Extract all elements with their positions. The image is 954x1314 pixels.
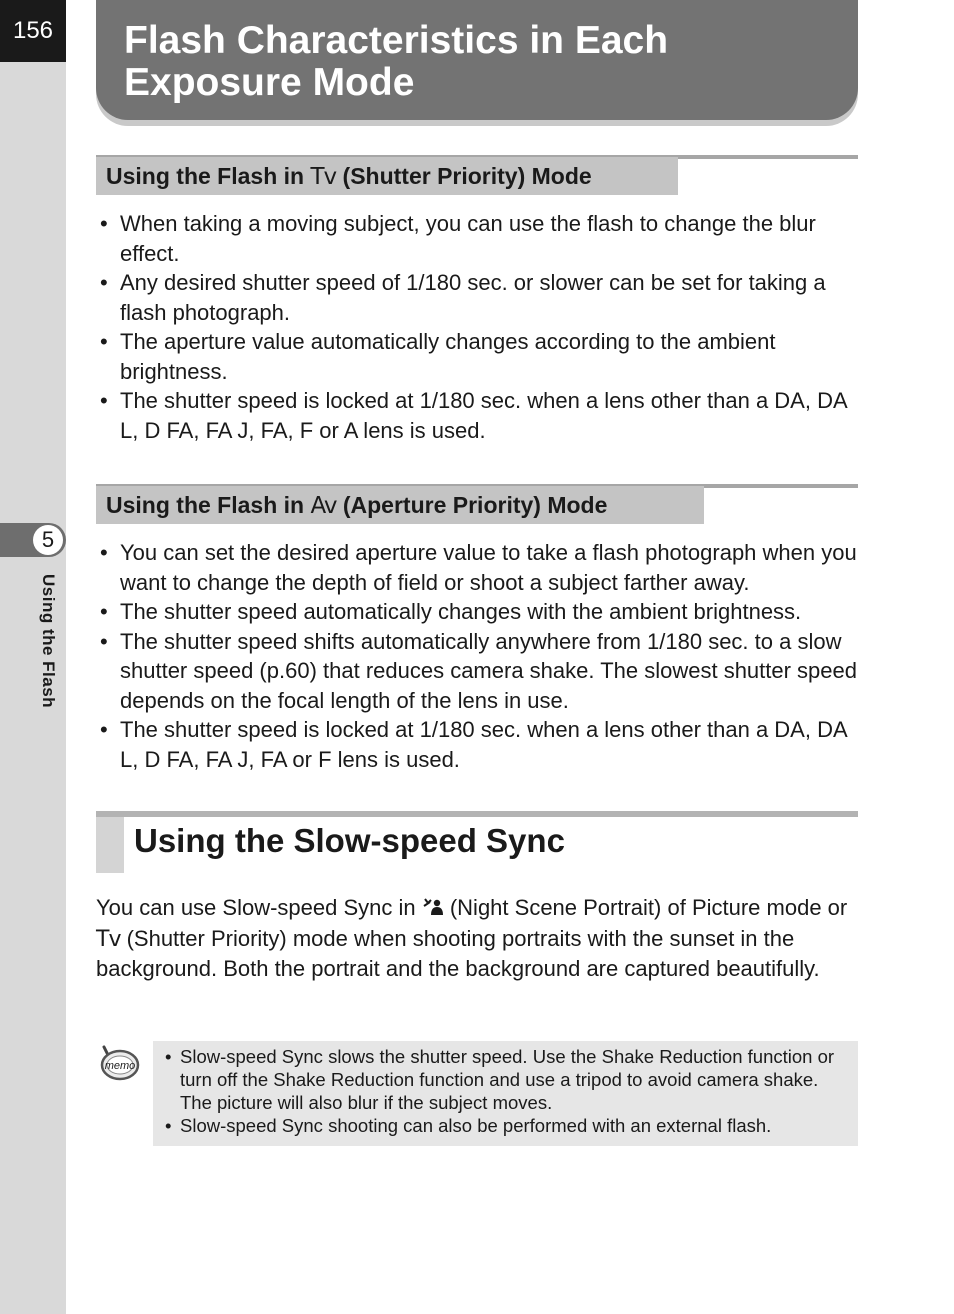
slow-sync-text-2: (Night Scene Portrait) of Picture mode or — [443, 895, 848, 920]
memo-icon-label: memo — [104, 1060, 136, 1072]
list-item: • The shutter speed is locked at 1/180 sec. when a lens other than a DA, DA L, D FA, FA J, FA or F lens is used. — [96, 715, 858, 774]
memo-item: • Slow-speed Sync shooting can also be performed with an external flash. — [163, 1114, 850, 1137]
page-title-line2: Exposure Mode — [124, 61, 415, 104]
memo-box — [153, 1041, 858, 1146]
slow-sync-text-3: (Shutter Priority) mode when shooting portraits with the sunset in the background. Both the portrait and the background are captured beautifully. — [96, 925, 820, 981]
night-scene-portrait-icon — [422, 896, 444, 920]
list-item: • The shutter speed automatically changes with the ambient brightness. — [96, 597, 858, 627]
tv-mode-icon: Tv — [96, 926, 121, 952]
page-title-line1: Flash Characteristics in Each — [124, 19, 669, 62]
list-item: • The shutter speed shifts automatically anywhere from 1/180 sec. to a slow shutter speed (p.60) that reduces camera shake. The slowest shutter speed depends on the focal length of the lens in use. — [96, 627, 858, 716]
chapter-number: 5 — [33, 525, 63, 555]
slow-sync-text-1: You can use Slow-speed Sync in — [96, 895, 422, 920]
tv-bullet-list — [96, 209, 858, 445]
section-heading-tv-pre: Using the Flash in — [106, 163, 311, 189]
slow-sync-bar — [96, 817, 124, 873]
memo-item: • Slow-speed Sync slows the shutter speed. Use the Shake Reduction function or turn off the Shake Reduction function and use a tripod to avoid camera shake. The picture will also blur if the subject moves. — [163, 1045, 850, 1114]
chapter-label: Using the Flash — [39, 574, 58, 709]
slow-sync-rule — [96, 811, 858, 817]
slow-sync-heading: Using the Slow-speed Sync — [134, 822, 565, 859]
page-title — [124, 20, 844, 104]
page-number: 156 — [0, 0, 66, 62]
section-heading-tv-post: (Shutter Priority) Mode — [336, 163, 592, 189]
list-item: • The shutter speed is locked at 1/180 sec. when a lens other than a DA, DA L, D FA, FA J, FA, F or A lens is used. — [96, 386, 858, 445]
list-item: • Any desired shutter speed of 1/180 sec. or slower can be set for taking a flash photograph. — [96, 268, 858, 327]
section-heading-av-post: (Aperture Priority) Mode — [336, 492, 608, 518]
section-heading-av — [96, 486, 704, 524]
list-item: • The aperture value automatically changes according to the ambient brightness. — [96, 327, 858, 386]
av-bullet-list — [96, 538, 858, 774]
tv-mode-icon: Tv — [310, 164, 337, 190]
section-heading-tv — [96, 157, 678, 195]
slow-sync-paragraph — [96, 893, 860, 984]
section-heading-av-pre: Using the Flash in — [106, 492, 311, 518]
av-mode-icon: Av — [310, 493, 337, 519]
memo-icon — [98, 1043, 140, 1083]
list-item: • When taking a moving subject, you can use the flash to change the blur effect. — [96, 209, 858, 268]
list-item: • You can set the desired aperture value to take a flash photograph when you want to change the depth of field or shoot a subject farther away. — [96, 538, 858, 597]
